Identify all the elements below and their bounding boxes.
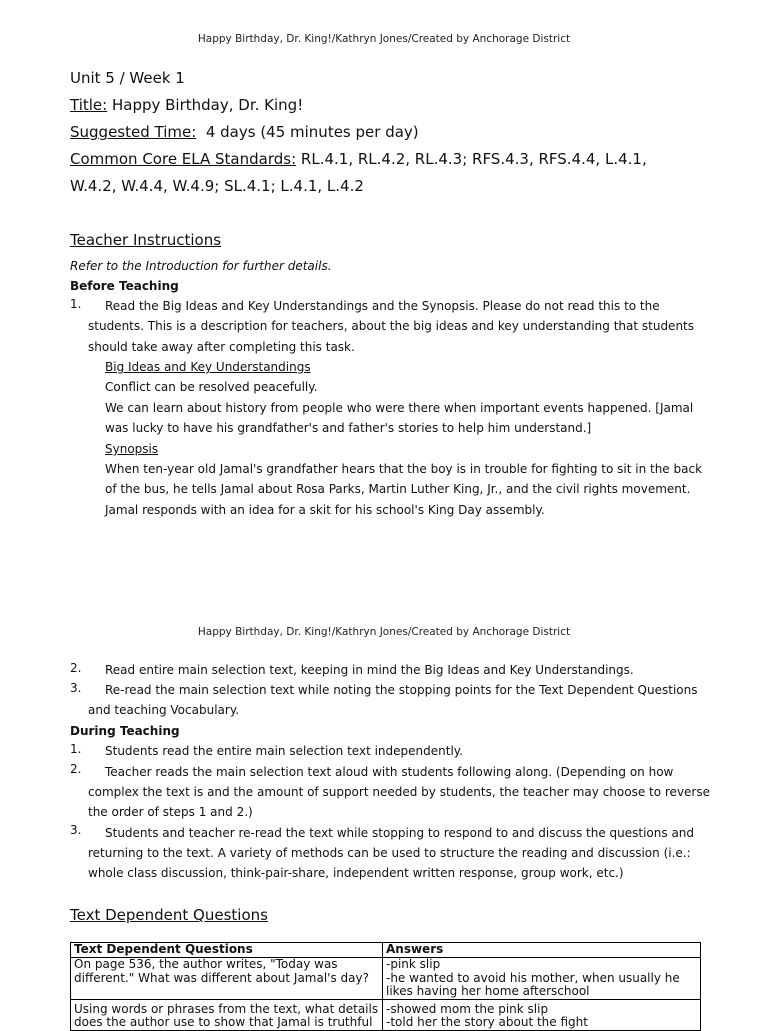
cell-line: different." What was different about Jamal's day? (74, 970, 369, 985)
cell-line: does the author use to show that Jamal is truthful (74, 1015, 373, 1029)
refer-note: Refer to the Introduction for further details. (70, 259, 332, 273)
cell-line: -showed mom the pink slip (386, 1001, 549, 1016)
synopsis-line: of the bus, he tells Jamal about Rosa Parks, Martin Luther King, Jr., and the civil rights movement. (105, 482, 691, 496)
running-header: Happy Birthday, Dr. King!/Kathryn Jones/Created by Anchorage District (197, 33, 571, 45)
step-line: returning to the text. A variety of methods can be used to structure the reading and discussion (i.e.: (88, 846, 691, 860)
running-header: Happy Birthday, Dr. King!/Kathryn Jones/Created by Anchorage District (197, 626, 571, 638)
table-row (71, 999, 701, 1030)
before-teaching-heading: Before Teaching (70, 279, 179, 293)
step-number: 1. (70, 297, 82, 311)
step-line: Students and teacher re-read the text while stopping to respond to and discuss the questions and (105, 826, 695, 840)
cell-line: Using words or phrases from the text, what details (74, 1001, 379, 1016)
step-number: 2. (70, 762, 82, 776)
synopsis-line: Jamal responds with an idea for a skit for his school's King Day assembly. (105, 503, 545, 517)
step-line: Teacher reads the main selection text aloud with students following along. (Depending on how (105, 765, 674, 779)
big-idea-line: We can learn about history from people who were there when important events happened. [Jamal (105, 401, 694, 415)
during-teaching-heading: During Teaching (70, 724, 180, 738)
title-value: Happy Birthday, Dr. King! (111, 96, 304, 114)
column-header-questions: Text Dependent Questions (71, 943, 383, 958)
step-number: 3. (70, 823, 82, 837)
standards-list-continued: W.4.2, W.4.4, W.4.9; SL.4.1; L.4.1, L.4.2 (70, 177, 364, 195)
cell-line: -pink slip (386, 957, 441, 971)
big-idea-line: Conflict can be resolved peacefully. (105, 380, 318, 394)
synopsis-line: When ten-year old Jamal's grandfather hears that the boy is in trouble for fighting to sit in the back (105, 462, 703, 476)
text-dependent-questions-heading: Text Dependent Questions (70, 906, 268, 924)
unit-week: Unit 5 / Week 1 (70, 69, 185, 87)
standards-label: Common Core ELA Standards: (70, 150, 297, 168)
standards-list: RL.4.1, RL.4.2, RL.4.3; RFS.4.3, RFS.4.4, L.4.1, (300, 150, 647, 168)
column-header-answers: Answers (383, 943, 701, 958)
synopsis-heading: Synopsis (105, 442, 159, 456)
step-line: complex the text is and the amount of support needed by students, the teacher may choose to reverse (88, 785, 710, 799)
question-cell (71, 999, 383, 1030)
step-line: the order of steps 1 and 2.) (88, 805, 253, 819)
step-line: Read entire main selection text, keeping in mind the Big Ideas and Key Understandings. (105, 663, 634, 677)
text-dependent-questions-table (70, 942, 701, 1031)
big-ideas-heading: Big Ideas and Key Understandings (105, 360, 311, 374)
cell-line: -he wanted to avoid his mother, when usually he (386, 970, 680, 985)
step-line: whole class discussion, think-pair-share, independent written response, group work, etc.) (88, 866, 624, 880)
step-line: Re-read the main selection text while noting the stopping points for the Text Dependent Questions (105, 683, 698, 697)
suggested-time-line (70, 123, 419, 141)
standards-line (70, 150, 647, 168)
title-line (70, 96, 303, 114)
step-line: and teaching Vocabulary. (88, 703, 240, 717)
suggested-time-value: 4 days (45 minutes per day) (205, 123, 419, 141)
cell-line: likes having her home afterschool (386, 984, 590, 998)
teacher-instructions-heading: Teacher Instructions (70, 231, 222, 249)
answer-cell (383, 958, 701, 1000)
table-row (71, 958, 701, 1000)
suggested-time-label: Suggested Time: (70, 123, 197, 141)
step-line: students. This is a description for teachers, about the big ideas and key understanding that students (88, 319, 694, 333)
step-number: 3. (70, 681, 82, 695)
answer-cell (383, 999, 701, 1030)
step-line: should take away after completing this task. (88, 340, 355, 354)
step-number: 1. (70, 742, 82, 756)
step-line: Students read the entire main selection text independently. (105, 744, 463, 758)
step-line: Read the Big Ideas and Key Understandings and the Synopsis. Please do not read this to the (105, 299, 660, 313)
question-cell (71, 958, 383, 1000)
step-number: 2. (70, 661, 82, 675)
title-label: Title: (70, 96, 108, 114)
table-header-row (71, 943, 701, 958)
cell-line: -told her the story about the fight (386, 1015, 588, 1029)
big-idea-line: was lucky to have his grandfather's and father's stories to help him understand.] (105, 421, 592, 435)
cell-line: On page 536, the author writes, "Today was (74, 957, 338, 971)
